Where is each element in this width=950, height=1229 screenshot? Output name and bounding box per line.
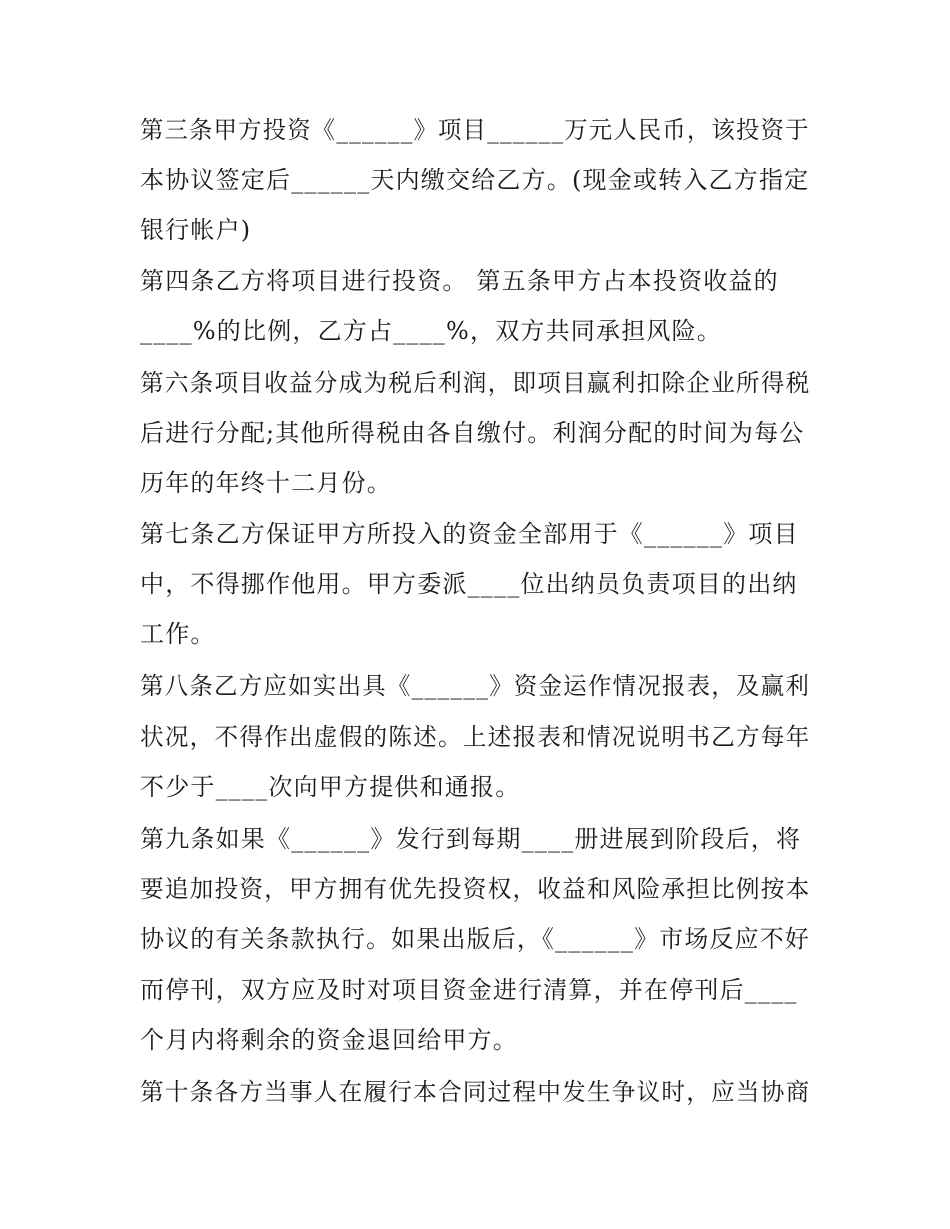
text-line: 第八条乙方应如实出具《______》资金运作情况报表，及赢利 [140,672,810,700]
text-line: 不少于____次向甲方提供和通报。 [140,773,521,801]
text-line: 第六条项目收益分成为税后利润，即项目赢利扣除企业所得税 [140,369,811,397]
text-line: 而停刊，双方应及时对项目资金进行清算，并在停刊后____ [140,976,798,1004]
text-line: 状况，不得作出虚假的陈述。上述报表和情况说明书乙方每年 [140,723,811,751]
text-line: 中，不得挪作他用。甲方委派____位出纳员负责项目的出纳 [140,570,798,598]
text-line: 历年的年终十二月份。 [140,469,392,497]
text-line: 第七条乙方保证甲方所投入的资金全部用于《______》项目 [140,520,799,548]
text-line: 第九条如果《______》发行到每期____册进展到阶段后，将 [140,825,802,853]
text-line: 个月内将剩余的资金退回给甲方。 [140,1026,518,1054]
text-line: 银行帐户) [140,216,252,244]
text-line: 第十条各方当事人在履行本合同过程中发生争议时，应当协商 [140,1078,811,1106]
text-line: 协议的有关条款执行。如果出版后，《______》市场反应不好 [140,925,810,953]
text-line: 工作。 [140,620,216,648]
text-line: 第三条甲方投资《______》项目______万元人民币，该投资于 [140,116,810,144]
text-line: 第四条乙方将项目进行投资。 第五条甲方占本投资收益的 [140,267,779,295]
text-line: 后进行分配;其他所得税由各自缴付。利润分配的时间为每公 [140,419,805,447]
text-line: 本协议签定后______天内缴交给乙方。(现金或转入乙方指定 [140,166,810,194]
text-line: 要追加投资，甲方拥有优先投资权，收益和风险承担比例按本 [140,875,811,903]
text-line: ____%的比例，乙方占____%，双方共同承担风险。 [140,317,723,345]
